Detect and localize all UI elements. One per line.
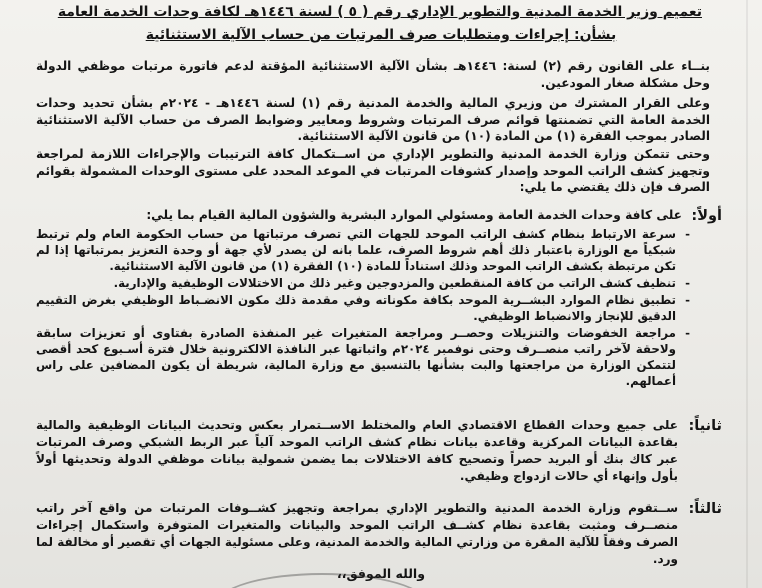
closing-line: والله الموفق،، xyxy=(337,566,425,581)
item-second-text: على جميع وحدات القطاع الاقتصادي العام والمختلط الاســتمرار بعكس وتحديث البيانات الوظيفية والمالية بقاعدة البيانات المركزية وقاعدة بيانات نظام كشف الراتب الموحد آلياً عبر الربط الشبكي وصرف المرتبات عبر كاك بنك أو البريد حصراً وتصحيح كافة الاختلالات بما يضمن شمولية بيانات موظفي الدولة وتحديثها أولاً بأول وإنهاء أي حالات ازدواج وظيفي. xyxy=(36,418,678,483)
document-subtitle: بشأن: إجراءات ومتطلبات صرف المرتبات من حساب الآلية الاستثنائية xyxy=(145,27,617,43)
bullet-item: - مراجعة الخفوضات والتنزيلات وحصــر ومراجعة المتغيرات غير المنفذة الصادرة بفتاوى أو تعزيزات سابقة ولاحقة لآخر راتب منصــرف وحتى نوفمبر ٢٠٢٤م واثباتها عبر النافذة الالكترونية خلال فترة أسـبوع كحد أقصى لتتمكن الوزارة من مراجعتها والبت بشأنها بالتنسيق مع وزارة المالية، شريطة أن يكون المضافين على راس أعمالهم. xyxy=(36,325,690,389)
item-third-text: ســتقوم وزارة الخدمة المدنية والتطوير الإداري بمراجعة وتجهيز كشــوفات المرتبات من واقع آخر راتب منصــرف ومثبت بقاعدة نظام كشــف الراتب الموحد والبيانات والمتغيرات المتوفرة واستكمال إجراءات الصرف وفقاً للآلية المقرة من وزارتي المالية والخدمة المدنية، وعلى مسئولية الجهات أي تقصير أو مخالفة لما ورد. xyxy=(36,501,678,566)
paragraph-joint-decision: وعلى القرار المشترك من وزيري المالية والخدمة المدنية رقم (١) لسنة ١٤٤٦هـ - ٢٠٢٤م بشأن تحديد وحدات الخدمة العامة التي تضمنتها قوائم صرف المرتبات وشروط ومعايير وضوابط الصرف من حساب الآلية الاستثنائية الصادر بموجب الفقرة (١) من المادة (١٠) من قانون الآلية الاستثنائية. xyxy=(36,96,710,143)
paragraph-requirements-intro: وحتى تتمكن وزارة الخدمة المدنية والتطوير الإداري من اســتكمال كافة الترتيبات والإجراءات اللازمة لمراجعة وتجهيز كشف الراتب الموحد وإصدار كشوفات المرتبات في الموعد المحدد على مستوى الوحدات المشمولة بقوائم الصرف فإن ذلك يقتضي ما يلي: xyxy=(36,147,710,194)
item-first-bullet-list xyxy=(36,226,690,390)
item-first-label: أولاً: xyxy=(691,208,722,224)
item-first-intro: على كافة وحدات الخدمة العامة ومسئولي الموارد البشرية والشؤون المالية القيام بما يلي: xyxy=(146,208,682,222)
bullet-item: - تطبيق نظام الموارد البشــرية الموحد بكافة مكوناته وفي مقدمة ذلك مكون الانضـباط الوظيفي بغرض التقييم الدقيق للإنجاز والانضباط الوظيفي. xyxy=(36,292,690,324)
document-title: تعميم وزير الخدمة المدنية والتطوير الإداري رقم ( ٥ ) لسنة ١٤٤٦هـ لكافة وحدات الخدمة العامة xyxy=(57,4,702,20)
page-crease xyxy=(746,0,748,588)
item-third-label: ثالثاً: xyxy=(688,501,722,517)
bullet-item: - سرعة الارتباط بنظام كشف الراتب الموحد للجهات التي تصرف مرتباتها من حساب الحكومة العام ولم ترتبط شبكياً مع الوزارة باعتبار ذلك أهم شروط الصرف، علما بانه لن يصدر لأي جهة أو وحدة التعزيز بمرتباتها إذا لم تكن مرتبطة بكشف الراتب الموحد وذلك استناداً للمادة (١٠) الفقرة (١) من قانون الآلية الاستثنائية. xyxy=(36,226,690,274)
item-second-label: ثانياً: xyxy=(688,418,722,434)
paragraph-legal-basis: بنــاء على القانون رقم (٢) لسنة: ١٤٤٦هـ بشأن الآلية الاستثنائية المؤقتة لدعم فاتورة مرتبات موظفي الدولة وحل مشكلة صغار المودعين. xyxy=(36,59,710,90)
bullet-item: - تنظيف كشف الراتب من كافة المنقطعين والمزدوجين وغير ذلك من الاختلالات الوظيفية والإدارية. xyxy=(36,275,690,291)
